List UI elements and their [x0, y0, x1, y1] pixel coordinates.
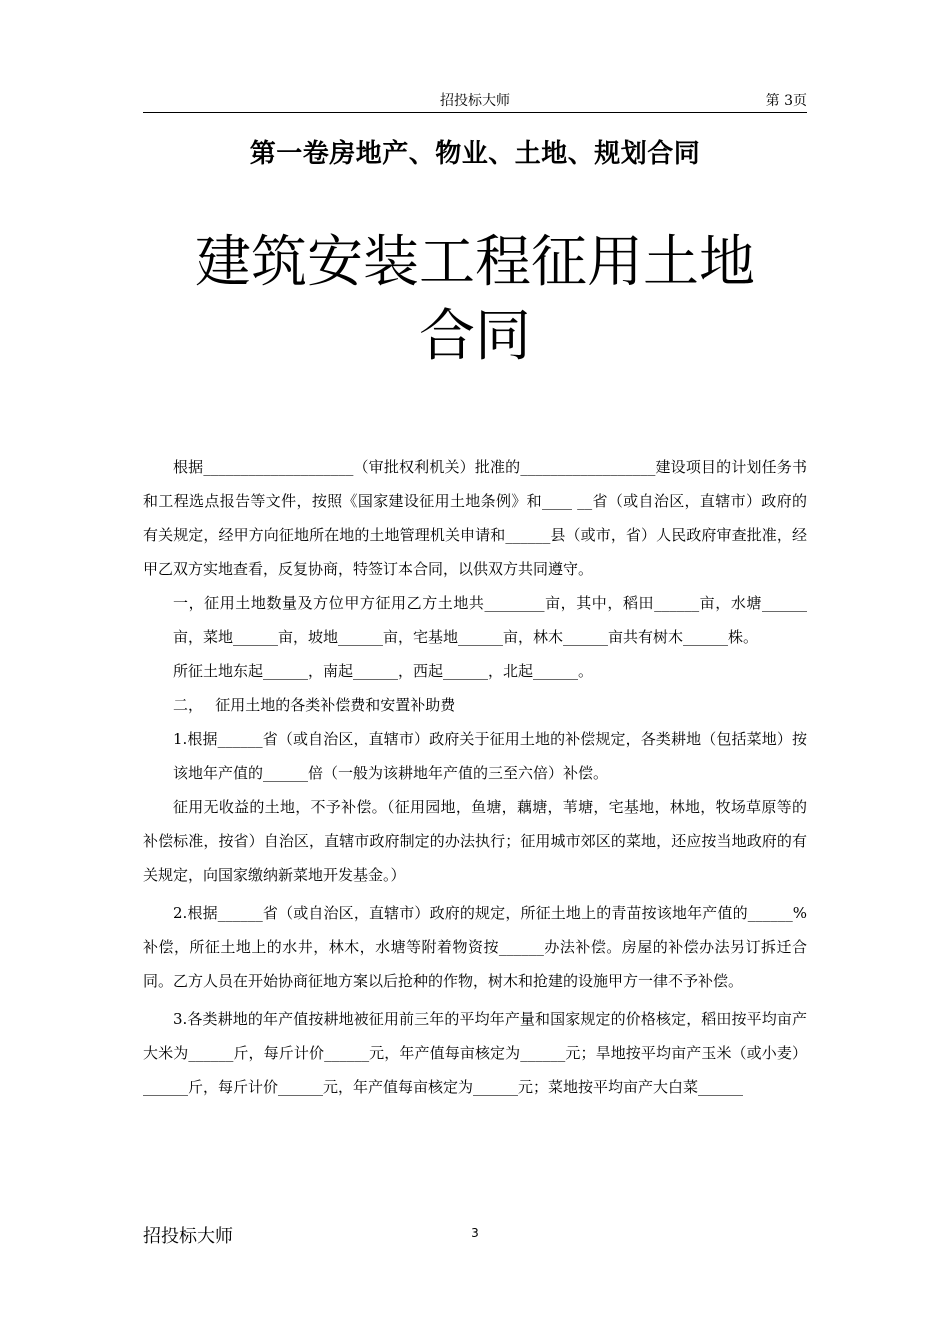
document-title-line-2: 合同 — [419, 304, 531, 369]
header-page-label: 第 3页 — [765, 93, 807, 109]
running-header — [143, 90, 807, 113]
paragraph-clause-1: 1.根据______省（或自治区，直辖市）政府关于征用土地的补偿规定，各类耕地（包括菜地）按该地年产值的______倍（一般为该耕地年产值的三至六倍）补偿。 — [173, 730, 807, 782]
footer-brand: 招投标大师 — [143, 1226, 233, 1247]
section-heading-compensation: 二， 征用土地的各类补偿费和安置补助费 — [173, 696, 456, 714]
footer-page-number: 3 — [471, 1226, 479, 1240]
paragraph-land-boundaries: 所征土地东起______，南起______，西起______，北起______。 — [173, 662, 594, 680]
volume-title: 第一卷房地产、物业、土地、规划合同 — [249, 139, 701, 169]
header-title: 招投标大师 — [440, 93, 510, 109]
paragraph-clause-3: 3.各类耕地的年产值按耕地被征用前三年的平均年产量和国家规定的价格核定，稻田按平均亩产大米为______斤，每斤计价______元，年产值每亩核定为______元；旱地按平均亩产玉米（或小麦）______斤，每斤计价______元，年产值每亩核定为______元；菜地按平均亩产大白菜______ — [143, 1010, 807, 1096]
paragraph-no-income-land: 征用无收益的土地，不予补偿。（征用园地，鱼塘，藕塘，苇塘，宅基地，林地，牧场草原等的补偿标准，按省）自治区，直辖市政府制定的办法执行；征用城市郊区的菜地，还应按当地政府的有关规定，向国家缴纳新菜地开发基金。） — [143, 798, 807, 884]
contract-body — [143, 450, 807, 1104]
paragraph-land-quantity: 一，征用土地数量及方位甲方征用乙方土地共________亩，其中，稻田______亩，水塘______亩，菜地______亩，坡地______亩，宅基地______亩，林木______亩共有树木______株。 — [173, 594, 807, 646]
document-title-line-1: 建筑安装工程征用土地 — [195, 230, 755, 295]
paragraph-preamble: 根据____________________（审批权利机关）批准的__________________建设项目的计划任务书和工程选点报告等文件，按照《国家建设征用土地条例》和____ __省（或自治区，直辖市）政府的有关规定，经甲方向征地所在地的土地管理机关申请和______县（或市，省）人民政府审查批准，经甲乙双方实地查看，反复协商，特签订本合同，以供双方共同遵守。 — [143, 458, 807, 578]
document-title — [0, 226, 950, 374]
paragraph-clause-2: 2.根据______省（或自治区，直辖市）政府的规定，所征土地上的青苗按该地年产值的______%补偿，所征土地上的水井，林木，水塘等附着物资按______办法补偿。房屋的补偿办法另订拆迁合同。乙方人员在开始协商征地方案以后抢种的作物，树木和抢建的设施甲方一律不予补偿。 — [143, 904, 807, 990]
